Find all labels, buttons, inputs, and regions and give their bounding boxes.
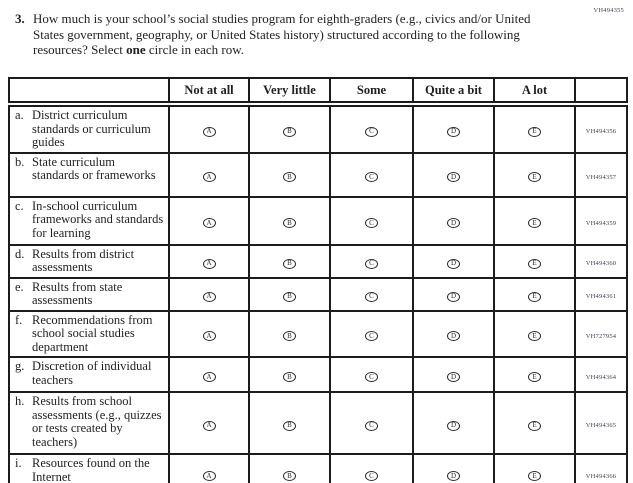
option-letter: C xyxy=(369,259,374,267)
option-circle-not-at-all[interactable] xyxy=(203,372,216,382)
option-letter: E xyxy=(532,292,537,300)
option-letter: A xyxy=(206,471,212,480)
option-letter: D xyxy=(450,471,457,480)
table-row xyxy=(9,278,627,311)
option-cell-a-lot xyxy=(494,245,575,278)
option-circle-a-lot[interactable] xyxy=(528,218,541,228)
option-circle-some[interactable] xyxy=(365,172,378,182)
option-circle-quite-a-bit[interactable] xyxy=(447,372,460,382)
question-number: 3. xyxy=(15,11,25,26)
option-letter: B xyxy=(287,218,292,227)
option-circle-quite-a-bit[interactable] xyxy=(447,127,460,137)
option-letter: E xyxy=(532,172,537,181)
row-label-cell xyxy=(9,311,169,358)
option-letter: B xyxy=(287,372,292,381)
option-letter: C xyxy=(369,127,374,136)
option-cell-very-little xyxy=(249,245,330,278)
option-circle-very-little[interactable] xyxy=(283,218,296,228)
option-cell-not-at-all xyxy=(169,454,249,483)
option-letter: A xyxy=(206,421,212,429)
row-code-cell xyxy=(575,454,627,483)
option-circle-very-little[interactable] xyxy=(283,127,296,137)
row-letter: b. xyxy=(15,154,25,169)
row-letter: g. xyxy=(15,359,25,373)
option-circle-quite-a-bit[interactable] xyxy=(447,259,460,269)
option-letter: D xyxy=(450,331,457,340)
option-cell-quite-a-bit xyxy=(413,153,494,197)
option-cell-some xyxy=(330,104,413,153)
option-letter: D xyxy=(450,372,457,381)
row-label: Results from district assessments xyxy=(32,246,135,274)
option-cell-some xyxy=(330,278,413,311)
table-row xyxy=(9,311,627,358)
option-circle-some[interactable] xyxy=(365,292,378,302)
question-text xyxy=(33,11,543,58)
option-circle-some[interactable] xyxy=(365,331,378,341)
option-cell-quite-a-bit xyxy=(413,392,494,454)
table-row xyxy=(9,454,627,483)
option-cell-very-little xyxy=(249,153,330,197)
option-cell-very-little xyxy=(249,392,330,454)
row-code-cell xyxy=(575,311,627,358)
option-cell-a-lot xyxy=(494,357,575,392)
option-circle-a-lot[interactable] xyxy=(528,421,541,431)
row-label: State curriculum standards or frameworks xyxy=(32,154,156,182)
row-label: Resources found on the Internet xyxy=(32,456,150,483)
option-letter: A xyxy=(206,218,212,227)
row-label: In-school curriculum frameworks and standards for learning xyxy=(32,198,164,240)
row-code-cell xyxy=(575,278,627,311)
option-circle-quite-a-bit[interactable] xyxy=(447,421,460,431)
option-circle-very-little[interactable] xyxy=(283,331,296,341)
row-code: VH494366 xyxy=(585,472,617,480)
option-letter: C xyxy=(369,172,374,181)
option-letter: B xyxy=(287,331,292,340)
header-row xyxy=(9,78,627,104)
option-cell-quite-a-bit xyxy=(413,104,494,153)
option-circle-very-little[interactable] xyxy=(283,471,296,481)
option-letter: A xyxy=(206,292,212,300)
row-label: Results from school assessments (e.g., quizzes or tests created by teachers) xyxy=(32,394,162,449)
option-circle-quite-a-bit[interactable] xyxy=(447,331,460,341)
option-circle-very-little[interactable] xyxy=(283,372,296,382)
option-circle-not-at-all[interactable] xyxy=(203,421,216,431)
resource-matrix-table xyxy=(8,77,628,483)
option-cell-not-at-all xyxy=(169,357,249,392)
option-letter: D xyxy=(450,127,457,136)
option-circle-not-at-all[interactable] xyxy=(203,471,216,481)
option-circle-a-lot[interactable] xyxy=(528,331,541,341)
option-cell-very-little xyxy=(249,311,330,358)
option-circle-quite-a-bit[interactable] xyxy=(447,218,460,228)
question-text-bold-one: one xyxy=(126,42,146,57)
row-letter: f. xyxy=(15,312,23,327)
option-letter: E xyxy=(532,218,537,227)
option-cell-not-at-all xyxy=(169,104,249,153)
option-letter: E xyxy=(532,127,537,136)
option-circle-quite-a-bit[interactable] xyxy=(447,292,460,302)
option-circle-not-at-all[interactable] xyxy=(203,172,216,182)
option-letter: E xyxy=(532,331,537,340)
option-cell-very-little xyxy=(249,357,330,392)
column-header-very-little: Very little xyxy=(249,78,330,104)
option-cell-a-lot xyxy=(494,392,575,454)
row-code: VH727954 xyxy=(585,332,617,340)
option-cell-quite-a-bit xyxy=(413,278,494,311)
option-letter: D xyxy=(450,172,457,181)
row-label: Results from state assessments xyxy=(32,279,123,307)
column-header-quite-a-bit: Quite a bit xyxy=(413,78,494,104)
option-cell-a-lot xyxy=(494,197,575,245)
option-letter: D xyxy=(450,218,457,227)
row-letter: e. xyxy=(15,279,24,294)
option-circle-some[interactable] xyxy=(365,421,378,431)
option-circle-not-at-all[interactable] xyxy=(203,218,216,228)
option-letter: B xyxy=(287,471,292,480)
option-circle-not-at-all[interactable] xyxy=(203,292,216,302)
option-cell-not-at-all xyxy=(169,278,249,311)
question-block xyxy=(15,11,543,58)
table-row xyxy=(9,104,627,153)
option-cell-very-little xyxy=(249,278,330,311)
option-circle-very-little[interactable] xyxy=(283,292,296,302)
option-circle-very-little[interactable] xyxy=(283,421,296,431)
question-text-end: circle in each row. xyxy=(145,42,245,57)
row-code: VH494357 xyxy=(585,173,617,181)
option-circle-quite-a-bit[interactable] xyxy=(447,172,460,182)
row-code: VH494360 xyxy=(585,260,617,267)
option-letter: B xyxy=(287,127,292,136)
table-row xyxy=(9,245,627,278)
option-circle-not-at-all[interactable] xyxy=(203,259,216,269)
row-code-cell xyxy=(575,245,627,278)
option-letter: A xyxy=(206,259,212,267)
option-letter: C xyxy=(369,421,374,429)
option-letter: A xyxy=(206,127,212,136)
row-letter: a. xyxy=(15,108,24,122)
table-row xyxy=(9,392,627,454)
option-letter: D xyxy=(450,259,457,267)
option-circle-a-lot[interactable] xyxy=(528,471,541,481)
option-cell-quite-a-bit xyxy=(413,311,494,358)
row-label-cell xyxy=(9,454,169,483)
option-letter: B xyxy=(287,421,292,429)
option-cell-very-little xyxy=(249,104,330,153)
row-label-cell xyxy=(9,357,169,392)
option-cell-a-lot xyxy=(494,104,575,153)
row-label-cell xyxy=(9,245,169,278)
option-circle-a-lot[interactable] xyxy=(528,292,541,302)
option-cell-some xyxy=(330,454,413,483)
code-column-header-cell xyxy=(575,78,627,104)
column-header-a-lot: A lot xyxy=(494,78,575,104)
option-circle-very-little[interactable] xyxy=(283,259,296,269)
option-cell-some xyxy=(330,153,413,197)
option-cell-quite-a-bit xyxy=(413,357,494,392)
option-circle-not-at-all[interactable] xyxy=(203,331,216,341)
row-label-cell xyxy=(9,392,169,454)
option-circle-some[interactable] xyxy=(365,218,378,228)
row-label: Recommendations from school social studies department xyxy=(32,312,153,354)
row-letter: i. xyxy=(15,456,22,470)
row-code-cell xyxy=(575,197,627,245)
option-cell-not-at-all xyxy=(169,197,249,245)
option-cell-not-at-all xyxy=(169,311,249,358)
option-circle-very-little[interactable] xyxy=(283,172,296,182)
option-cell-a-lot xyxy=(494,153,575,197)
option-letter: A xyxy=(206,331,212,340)
option-letter: D xyxy=(450,421,457,429)
option-cell-some xyxy=(330,392,413,454)
row-code: VH494356 xyxy=(585,128,617,136)
option-letter: D xyxy=(450,292,457,300)
option-letter: C xyxy=(369,292,374,300)
table-row xyxy=(9,197,627,245)
row-label-cell xyxy=(9,278,169,311)
row-label-cell xyxy=(9,104,169,153)
column-header-not-at-all: Not at all xyxy=(169,78,249,104)
option-cell-not-at-all xyxy=(169,245,249,278)
option-cell-some xyxy=(330,245,413,278)
column-header-some: Some xyxy=(330,78,413,104)
row-code-cell xyxy=(575,392,627,454)
option-cell-quite-a-bit xyxy=(413,454,494,483)
table-row xyxy=(9,153,627,197)
option-cell-quite-a-bit xyxy=(413,197,494,245)
row-letter: d. xyxy=(15,246,25,261)
option-circle-not-at-all[interactable] xyxy=(203,127,216,137)
question-text-start: How much is your school’s social studies program for eighth-graders (e.g., civics and/or United States government, geography, or United States history) structured according to the following resources? Select xyxy=(33,11,531,57)
option-cell-some xyxy=(330,311,413,358)
option-cell-some xyxy=(330,357,413,392)
option-cell-a-lot xyxy=(494,278,575,311)
row-code: VH494361 xyxy=(585,293,617,300)
option-cell-very-little xyxy=(249,197,330,245)
option-circle-some[interactable] xyxy=(365,372,378,382)
option-letter: E xyxy=(532,471,537,480)
option-cell-not-at-all xyxy=(169,153,249,197)
row-code-cell xyxy=(575,153,627,197)
option-letter: E xyxy=(532,421,537,429)
option-letter: B xyxy=(287,259,292,267)
option-letter: B xyxy=(287,172,292,181)
row-code: VH494359 xyxy=(585,219,617,227)
option-letter: A xyxy=(206,372,212,381)
option-cell-not-at-all xyxy=(169,392,249,454)
row-label: District curriculum standards or curriculum guides xyxy=(32,108,151,149)
option-circle-a-lot[interactable] xyxy=(528,172,541,182)
option-letter: B xyxy=(287,292,292,300)
option-cell-quite-a-bit xyxy=(413,245,494,278)
option-cell-a-lot xyxy=(494,311,575,358)
option-letter: C xyxy=(369,372,374,381)
option-circle-a-lot[interactable] xyxy=(528,127,541,137)
row-label-header-cell xyxy=(9,78,169,104)
option-letter: C xyxy=(369,331,374,340)
row-letter: c. xyxy=(15,198,24,213)
option-cell-a-lot xyxy=(494,454,575,483)
option-letter: C xyxy=(369,218,374,227)
row-label-cell xyxy=(9,197,169,245)
page-code: VH494355 xyxy=(593,7,624,14)
option-letter: A xyxy=(206,172,212,181)
option-circle-some[interactable] xyxy=(365,471,378,481)
option-letter: E xyxy=(532,259,537,267)
row-code: VH494364 xyxy=(585,373,617,381)
row-label: Discretion of individual teachers xyxy=(32,359,152,387)
option-circle-quite-a-bit[interactable] xyxy=(447,471,460,481)
option-cell-some xyxy=(330,197,413,245)
option-circle-some[interactable] xyxy=(365,127,378,137)
option-circle-a-lot[interactable] xyxy=(528,372,541,382)
option-circle-a-lot[interactable] xyxy=(528,259,541,269)
row-code-cell xyxy=(575,357,627,392)
row-code-cell xyxy=(575,104,627,153)
row-letter: h. xyxy=(15,394,25,408)
option-letter: C xyxy=(369,471,374,480)
table-row xyxy=(9,357,627,392)
row-label-cell xyxy=(9,153,169,197)
option-circle-some[interactable] xyxy=(365,259,378,269)
option-letter: E xyxy=(532,372,537,381)
option-cell-very-little xyxy=(249,454,330,483)
row-code: VH494365 xyxy=(585,422,617,429)
resource-table-body xyxy=(9,104,627,483)
